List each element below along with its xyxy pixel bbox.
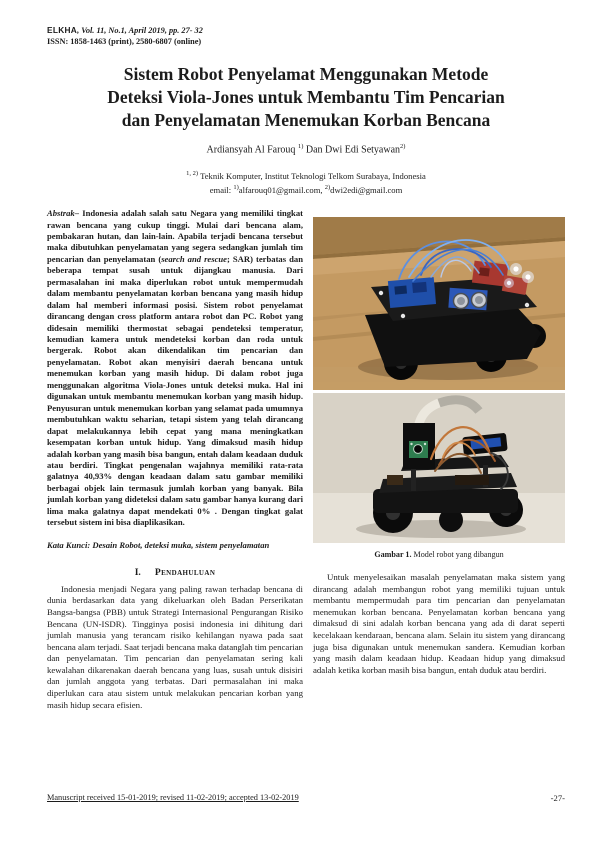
author-2: Dan Dwi Edi Setyawan (305, 144, 401, 156)
camera-lens (414, 445, 423, 454)
title-line-2: Deteksi Viola-Jones untuk Membantu Tim Pencarian (107, 87, 505, 107)
journal-meta: , Vol. 11, No.1, April 2019, pp. 27- 32 (77, 26, 203, 35)
solution-paragraph: Untuk menyelesaikan masalah penyelamatan maka sistem yang dirancang adalah membangun robot yang memiliki tujuan untuk membantu mempermudah para tim pencarian dan penyelamatan menemukan korban bencana. Penyelamatan korban bencana yang dimaksud di sini adalah korban bencana yang ada di darat seperti kecelakaan kendaraan, bencana alam. Selain itu sistem yang dirancang juga bisa digunakan untuk menemukan sandera. Kemudian korban yang masih dalam keadaan hidup. Keadaan hidup yang dimaksud adalah ketika korban masih bisa bangun, entah duduk atau berdiri. (313, 572, 565, 675)
figure-1 (313, 217, 565, 559)
page-number: -27- (550, 793, 565, 803)
keywords-label: Kata Kunci: (47, 539, 91, 550)
abstract (47, 208, 303, 529)
affiliation-text: Teknik Komputer, Institut Teknologi Telkom Surabaya, Indonesia (200, 171, 426, 182)
page-footer (47, 793, 565, 803)
paper-title (47, 63, 565, 132)
robot-camera-photo (313, 393, 565, 543)
figure-caption-text: Model robot yang dibangun (413, 550, 504, 560)
affiliation-line (47, 168, 565, 182)
email-line (47, 182, 565, 196)
robot-chassis (373, 489, 518, 513)
title-line-3: dan Penyelamatan Menemukan Korban Bencana (121, 110, 491, 130)
right-column (313, 208, 565, 711)
manuscript-dates: Manuscript received 15-01-2019; revised 11-02-2019; accepted 13-02-2019 (47, 793, 299, 802)
email-2-sup: 2) (324, 184, 331, 192)
figure-caption (313, 550, 565, 559)
email-label: email: (209, 185, 232, 196)
authors-line (47, 143, 565, 155)
journal-name: ELKHA (47, 25, 78, 35)
email-address-2[interactable]: dwi2edi@gmail.com (330, 185, 403, 196)
section-number: I. (134, 566, 141, 578)
keywords-text: Desain Robot, deteksi muka, sistem penyelamatan (92, 539, 270, 550)
title-line-1: Sistem Robot Penyelamat Menggunakan Metode (123, 64, 489, 84)
abstract-label: Abstrak– (47, 208, 79, 219)
email-address-1[interactable]: alfarouq01@gmail.com, (238, 185, 323, 196)
robot-wiring-photo (313, 217, 565, 390)
affiliation-sup: 1, 2) (186, 170, 199, 178)
abstract-text-1: Indonesia adalah salah satu Negara yang memiliki tingkat rawan bencana yang cukup tinggi. Mulai dari bencana alam, pembakaran hutan, dan lain-lain. Apabila terjadi bencana tersebut maka dibutuhkan penyelamatan yang segera sedangkan jumlah tim pencarian dan penyelamatan ( (47, 208, 303, 264)
section-heading-pendahuluan (47, 567, 303, 578)
journal-header (47, 25, 565, 47)
author-1-sup: 1) (297, 143, 304, 150)
left-column (47, 208, 303, 711)
email-1-sup: 1) (233, 184, 239, 192)
intro-paragraph: Indonesia menjadi Negara yang paling rawan terhadap bencana di dunia berdasarkan data yang dikeluarkan oleh Badan Perserikatan Bangsa-bangsa (PBB) untuk Strategi Internasional Pengurangan Risiko Bencana (UN-ISDR). Tingginya posisi indonesia ini dihitung dari jumlah manusia yang terancam risiko kehilangan nyawa pada saat bencana alam terjadi. Saat terjadi bencana maka datanglah tim pencarian dan penyelamatan. Tim pencarian dan penyelamatan sering kali kewalahan dikarenakan daerah bencana yang luas, susah untuk disisiri dan jumlah anggota yang terbatas. Dari permasalahan ini maka diperlukan cara atau sistem untuk melakukan pencarian korban yang masih hidup secara efisien. (47, 583, 303, 710)
section-title: Pendahuluan (154, 566, 216, 578)
keywords-line (47, 540, 303, 550)
figure-caption-label: Gambar 1. (374, 550, 412, 560)
author-1: Ardiansyah Al Farouq (206, 144, 296, 156)
issn-line: ISSN: 1858-1463 (print), 2580-6807 (online) (47, 37, 202, 46)
abstract-text-2: ; SAR) terbatas dan beberapa tempat susah untuk dijangkau manusia. Dari permasalahan ini maka diperlukan robot untuk mempermudah dalam membantu penyelamatan korban bencana yang masih hidup dalam hal memberi informasi posisi. Sistem robot penyelamat dirancang dengan cross platform antara robot dan PC. Robot yang didesain memiliki thermostat sebagai pendeteksi temperatur, kemudian kamera untuk mendeteksi korban dan roda untuk bergerak. Robot akan dikendalikan tim pencarian dan penyelamatan. Robot akan menyisiri daerah bencana untuk menemukan korban yang masih hidup. Di dalam robot juga menggunakan algoritma Viola-Jones untuk deteksi muka. Hal ini digunakan untuk membantu menemukan korban yang masih hidup. Penyusuran untuk menemukan korban yang selamat pada umumnya membutuhkan waktu seharian, tetapi sistem yang telah dirancang dapat melakukannya lebih cepat yang mana meningkatkan kesempatan korban untuk hidup. Yang dimaksud masih hidup adalah korban yang masih bisa bangun, entah dalam keadaan duduk atau berdiri. Tingkat pengenalan wajahnya memiliki rata-rata galatnya 40,93% dengan keadaan dalam satu gambar memiliki berbagai objek lain termasuk jumlah korban yang banyak. Bila jumlah korban yang dideteksi dalam satu gambar hanya kurang dari lima maka galatnya dapat mendekati 0% . Dengan tingkat galat tersebut sistem ini bisa diaplikasikan. (47, 253, 303, 528)
abstract-italic-phrase: search and rescue (161, 253, 227, 264)
author-2-sup: 2) (400, 143, 406, 150)
